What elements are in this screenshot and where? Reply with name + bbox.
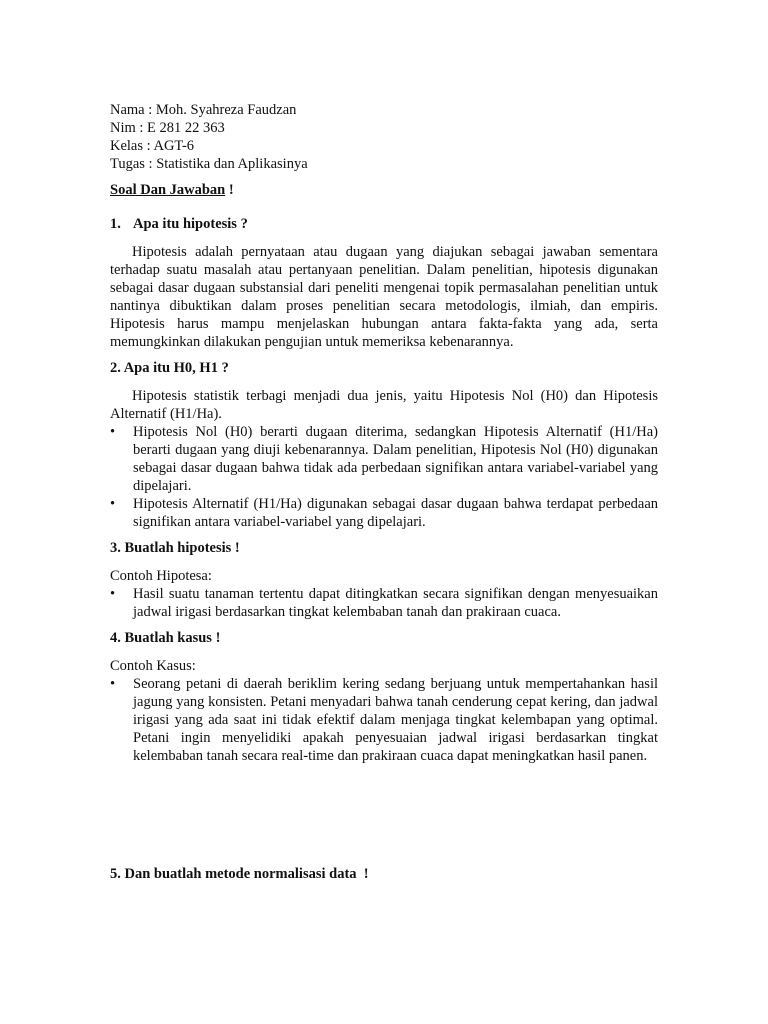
question-3 bbox=[110, 539, 658, 621]
student-name: Nama : Moh. Syahreza Faudzan bbox=[110, 102, 297, 118]
question-3-bullets bbox=[110, 585, 658, 621]
list-item-text: Seorang petani di daerah beriklim kering sedang berjuang untuk mempertahankan hasil jagung yang konsisten. Petani menyadari bahwa tanah cenderung cepat kering, dan jadwal irigasi yang ada saat ini tidak efektif dalam menjaga tingkat kelembapan yang optimal. Petani ingin menyelidiki apakah penyesuaian jadwal irigasi berdasarkan tingkat kelembaban tanah secara real-time dan prakiraan cuaca dapat meningkatkan hasil panen. bbox=[133, 676, 658, 764]
question-4 bbox=[110, 629, 658, 765]
list-item bbox=[110, 585, 658, 621]
question-1 bbox=[110, 215, 658, 351]
question-4-heading: 4. Buatlah kasus ! bbox=[110, 630, 221, 646]
question-1-heading bbox=[110, 215, 658, 233]
question-4-label: Contoh Kasus: bbox=[110, 658, 196, 674]
document-title-suffix: ! bbox=[225, 182, 234, 198]
question-3-label: Contoh Hipotesa: bbox=[110, 568, 212, 584]
question-5-heading: 5. Dan buatlah metode normalisasi data ! bbox=[110, 866, 369, 882]
question-2-heading: 2. Apa itu H0, H1 ? bbox=[110, 360, 229, 376]
document-title bbox=[110, 181, 658, 199]
question-5 bbox=[110, 865, 658, 883]
bullet-icon: • bbox=[110, 496, 116, 512]
question-4-bullets bbox=[110, 675, 658, 765]
question-1-number: 1. bbox=[110, 216, 121, 232]
assignment-title: Tugas : Statistika dan Aplikasinya bbox=[110, 156, 308, 172]
question-1-answer: Hipotesis adalah pernyataan atau dugaan yang diajukan sebagai jawaban sementara terhadap suatu masalah atau pertanyaan penelitian. Dalam penelitian, hipotesis digunakan sebagai dasar dugaan substansial dari peneliti mengenai topik permasalahan penelitian untuk nantinya dibuktikan dalam proses penelitian secara metodologis, ilmiah, dan empiris. Hipotesis harus mampu menjelaskan hubungan antara fakta-fakta yang ada, serta memungkinkan dilakukan pengujian untuk memeriksa kebenarannya. bbox=[110, 244, 658, 350]
question-3-heading: 3. Buatlah hipotesis ! bbox=[110, 540, 240, 556]
list-item-text: Hipotesis Alternatif (H1/Ha) digunakan sebagai dasar dugaan bahwa terdapat perbedaan signifikan antara variabel-variabel yang dipelajari. bbox=[133, 496, 658, 530]
student-class: Kelas : AGT-6 bbox=[110, 138, 195, 154]
question-2-intro: Hipotesis statistik terbagi menjadi dua jenis, yaitu Hipotesis Nol (H0) dan Hipotesis Alternatif (H1/Ha). bbox=[110, 388, 658, 422]
bullet-icon: • bbox=[110, 586, 116, 602]
question-2-bullets bbox=[110, 423, 658, 531]
document-title-text: Soal Dan Jawaban bbox=[110, 182, 226, 198]
list-item bbox=[110, 495, 658, 531]
question-1-text: Apa itu hipotesis ? bbox=[133, 216, 248, 232]
student-nim: Nim : E 281 22 363 bbox=[110, 120, 225, 136]
bullet-icon: • bbox=[110, 424, 116, 440]
list-item-text: Hasil suatu tanaman tertentu dapat ditingkatkan secara signifikan dengan menyesuaikan jadwal irigasi berdasarkan tingkat kelembaban tanah dan prakiraan cuaca. bbox=[133, 586, 658, 620]
bullet-icon: • bbox=[110, 676, 116, 692]
list-item bbox=[110, 423, 658, 495]
list-item-text: Hipotesis Nol (H0) berarti dugaan diterima, sedangkan Hipotesis Alternatif (H1/Ha) berarti dugaan yang diuji kebenarannya. Dalam penelitian, Hipotesis Nol (H0) digunakan sebagai dasar dugaan bahwa tidak ada perbedaan signifikan antara variabel-variabel yang dipelajari. bbox=[133, 424, 658, 494]
student-info bbox=[110, 101, 658, 173]
document-page bbox=[110, 101, 658, 883]
list-item bbox=[110, 675, 658, 765]
question-2 bbox=[110, 359, 658, 531]
